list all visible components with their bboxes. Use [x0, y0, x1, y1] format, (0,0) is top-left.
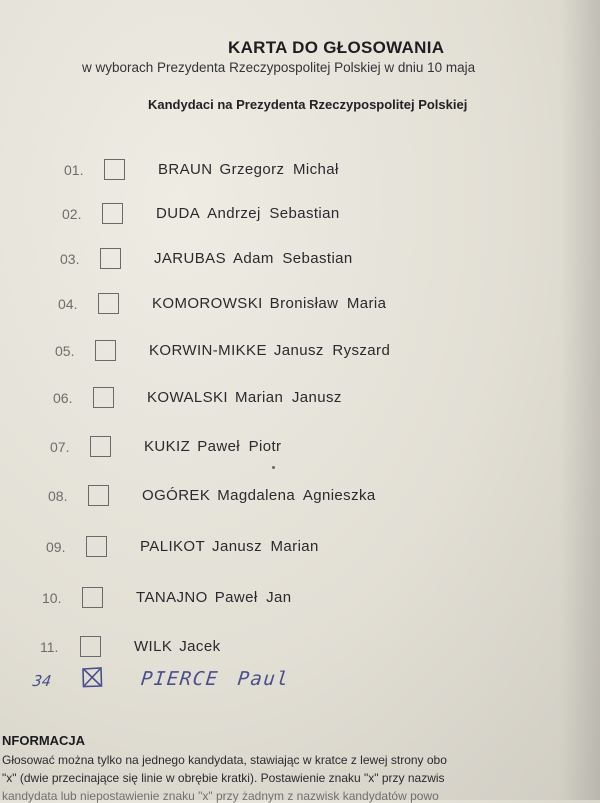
candidate-surname: WILK — [134, 638, 173, 655]
candidate-given-names: Marian Janusz — [235, 389, 342, 406]
candidate-given-names: Grzegorz Michał — [219, 161, 339, 178]
candidate-given-names: Bronisław Maria — [269, 295, 387, 312]
candidate-given-names: Paweł Jan — [214, 589, 292, 606]
write-in-number: 34 — [31, 672, 53, 690]
candidate-given-names: Jacek — [179, 638, 221, 655]
vote-checkbox[interactable] — [82, 587, 103, 608]
candidate-surname: KOMOROWSKI — [152, 295, 263, 312]
candidate-surname: KOWALSKI — [147, 389, 228, 406]
candidate-number: 10. — [42, 589, 62, 606]
candidate-number: 03. — [60, 250, 80, 267]
paper-speck — [272, 466, 275, 469]
candidate-row — [53, 387, 342, 413]
candidate-row — [60, 248, 353, 274]
vote-checkbox[interactable] — [88, 485, 109, 506]
vote-checkbox[interactable] — [104, 159, 125, 180]
candidate-row — [55, 340, 390, 366]
vote-checkbox[interactable] — [93, 387, 114, 408]
candidate-row — [50, 436, 281, 462]
candidate-row — [58, 293, 386, 319]
candidate-number: 02. — [62, 205, 82, 222]
candidate-number: 09. — [46, 538, 66, 555]
candidate-number: 06. — [53, 389, 73, 406]
candidate-row — [40, 636, 220, 662]
candidate-surname: KUKIZ — [144, 438, 191, 455]
candidate-given-names: Magdalena Agnieszka — [217, 487, 376, 504]
info-heading: NFORMACJA — [2, 733, 86, 748]
candidate-number: 01. — [64, 161, 84, 178]
vote-checkbox[interactable] — [95, 340, 116, 361]
candidate-surname: JARUBAS — [154, 250, 226, 267]
candidate-surname: TANAJNO — [136, 589, 208, 606]
candidate-surname: DUDA — [156, 205, 201, 222]
candidate-given-names: Paweł Piotr — [197, 438, 282, 455]
info-text-line: Głosować można tylko na jednego kandydata, stawiając w kratce z lewej strony obo — [2, 753, 447, 767]
candidate-row — [48, 485, 376, 511]
candidate-row — [62, 203, 340, 229]
ballot-title: KARTA DO GŁOSOWANIA — [228, 38, 445, 57]
candidates-heading: Kandydaci na Prezydenta Rzeczypospolitej Polskiej — [148, 97, 468, 112]
vote-checkbox[interactable] — [80, 636, 101, 657]
vote-checkbox[interactable] — [102, 203, 123, 224]
info-text-line: "x" (dwie przecinające się linie w obrębie kratki). Postawienie znaku "x" przy nazwis — [2, 771, 445, 785]
candidate-number: 11. — [40, 638, 59, 655]
candidate-surname: OGÓREK — [142, 487, 211, 504]
ballot-subtitle: w wyborach Prezydenta Rzeczypospolitej Polskiej w dniu 10 maja — [82, 60, 476, 75]
candidate-number: 08. — [48, 487, 68, 504]
candidate-given-names: Janusz Marian — [212, 538, 319, 555]
candidate-number: 04. — [58, 295, 78, 312]
vote-checkbox[interactable] — [98, 293, 119, 314]
candidate-number: 05. — [55, 342, 75, 359]
vote-checkbox[interactable] — [90, 436, 111, 457]
handwritten-write-in — [33, 664, 333, 698]
candidate-given-names: Andrzej Sebastian — [207, 205, 340, 222]
candidate-given-names: Adam Sebastian — [233, 250, 353, 267]
candidate-surname: PALIKOT — [140, 538, 206, 555]
marked-checkbox-icon[interactable] — [81, 666, 103, 688]
candidate-given-names: Janusz Ryszard — [273, 342, 391, 359]
write-in-name: PIERCE Paul — [139, 668, 291, 690]
candidate-row — [46, 536, 319, 562]
candidate-surname: BRAUN — [158, 161, 213, 178]
vote-checkbox[interactable] — [86, 536, 107, 557]
candidate-surname: KORWIN-MIKKE — [149, 342, 267, 359]
candidate-number: 07. — [50, 438, 70, 455]
candidate-row — [64, 159, 339, 185]
vote-checkbox[interactable] — [100, 248, 121, 269]
info-text-line: kandydata lub niepostawienie znaku "x" przy żadnym z nazwisk kandydatów powo — [2, 789, 439, 803]
candidate-row — [42, 587, 292, 613]
